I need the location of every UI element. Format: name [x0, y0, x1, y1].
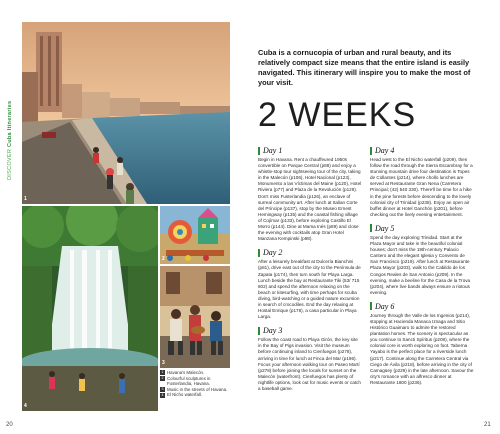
photo-fusterlandia: [160, 206, 230, 264]
side-tab-section: DISCOVER: [7, 148, 13, 180]
day-body: Spend the day exploring Trinidad. Start at the Plaza Mayor and take in the beautiful colonial houses; don't miss the 19th-century Palacio Cantero and the elegant Iglesia y Convento de San Francisco (p219). After lunch at Restaurante Plaza Mayor (p203), walk to the Cabildo de los Congos Reales de San Antonio (p209). In the evening, make a beeline for the Casa de la Trova (p204), where live bands always ensure a riotous evening.: [370, 234, 471, 295]
accent-bar: [370, 147, 372, 155]
caption-number: 4: [161, 392, 164, 397]
photo-captions: [160, 370, 232, 398]
accent-bar: [370, 224, 372, 232]
caption-number: 2: [161, 375, 164, 380]
day-body: Begin in Havana. Rent a chauffeured 1950s convertible on Parque Central (p88) and enjoy a whistle-stop tour sightseeing tour of the city, taking in the Malecón (p106), Hotel Nacional (p123), Monumento a las Víctimas del Maine (p120), Hotel Riviera (p77) and Plaza de la Revolución (p129). Don't miss Fusterlandia (p126), an enclave of surreal community art. After lunch at Italian Corte del Príncipe (p137), stop by the Museo Ernest Hemingway (p135) and the coastal fishing village of Cojímar (p133), before exploring Castillo El Morro (p144). Dine at Mama Inés (p89) and close the evening with cocktails atop Gran Hotel Manzana Kempinski (p98).: [258, 157, 362, 242]
day-heading-text: Day 4: [375, 146, 395, 155]
day-heading-text: Day 1: [263, 146, 283, 155]
day-section: [370, 146, 474, 218]
photo-number: 1: [24, 196, 27, 202]
day-heading-text: Day 5: [375, 223, 395, 233]
page-title: 2 WEEKS: [258, 96, 417, 134]
music-street-photo: [160, 266, 230, 368]
day-heading: [258, 146, 362, 155]
photo-waterfall: [22, 206, 158, 411]
itinerary-column-right: [370, 146, 474, 392]
day-heading: [370, 146, 474, 155]
day-section: [370, 302, 474, 386]
caption-number: 1: [161, 370, 164, 375]
photo-music: [160, 266, 230, 368]
caption-text: Music in the streets of Havana.: [167, 386, 228, 392]
day-heading: [258, 326, 362, 335]
side-tab-title: Cuba Itineraries: [7, 100, 13, 148]
side-tab-text: [4, 60, 16, 180]
itinerary-column-left: [258, 146, 362, 398]
intro-paragraph: Cuba is a cornucopia of urban and rural beauty, and its relatively compact size means that the entire island is easily navigated. This itinerary will inspire you to make the most of your visit.: [258, 48, 471, 87]
photo-number: 4: [24, 403, 27, 409]
page-number-left: 20: [6, 422, 13, 428]
day-heading-text: Day 2: [263, 248, 283, 258]
day-section: [258, 146, 362, 242]
day-section: [370, 224, 474, 296]
day-section: [258, 326, 362, 392]
photo-number: 3: [162, 360, 165, 366]
caption-text: Colourful sculptures in Fusterlandia, Havana.: [167, 375, 211, 387]
day-section: [258, 248, 362, 320]
page-number-right: 21: [484, 422, 491, 428]
caption-item: [160, 376, 232, 387]
day-body: After a leisurely breakfast at Dulcería Bianchini (p81), drive east out of the city to the Península de Zapata (p174), then turn south for Playa Larga. Lunch beside the bay at Restaurante Tiki (53/ 715 802) and spend the afternoon relaxing on the beach or kitesurfing, with time perhaps for scuba diving, bird-watching or a guided nature excursion in search of crocodiles. End the day relaxing at Hostal Enrique (p178), a casa particular in Playa Larga.: [258, 259, 361, 320]
day-heading: [258, 248, 362, 257]
havana-malecon-photo: [22, 22, 230, 204]
caption-item: [160, 392, 232, 398]
caption-number: 3: [161, 387, 164, 392]
day-body: Head west to the El Nicho waterfall (p209), then follow the road through the Sierra Escambray for a stunning mountain drive four destination is Topes de Collantes (p214), where chollo lunches are served at Restaurante Gran Nena (Carretera Principal; (42) 540 330). There'll be time for a hike in the pine forests before descending to the lovely colonial city of Trinidad (p238). Enjoy an open air buffet dinner at Hotel Ganchón (p201), before checking out the lively evening entertainment.: [370, 157, 473, 217]
day-heading: [370, 302, 474, 311]
fusterlandia-sculptures-photo: [160, 206, 230, 264]
day-body: Follow the coast road to Playa Girón, the key site in the Bay of Pigs invasion. Visit the museum before continuing inland to Cienfuegos (p278), arriving in time for lunch at Finca del Mar (p196). Focus your afternoon walking tour on Paseo Martí (p278) before joining the locals for sunset on the Malecón (waterfront). Cienfuegos has plenty of nightlife options, look out for music events or catch a baseball game.: [258, 337, 361, 391]
accent-bar: [258, 327, 260, 335]
photo-malecon: [22, 22, 230, 204]
caption-text: Havana's Malecón.: [167, 370, 205, 375]
day-heading: [370, 224, 474, 233]
caption-text: El Nicho waterfall.: [167, 392, 203, 398]
photo-number: 2: [162, 256, 165, 262]
day-body: Journey through the Valle de los Ingenios (p214), stopping at Hacienda Manaca Iznaga and Sitio Histórico Guaimaro to admire the restored plantation homes. The scenery is spectacular as you continue to Sancti Spíritus (p208), where the colonial core is worth exploring on foot. Taberna Yayabo is the perfect place for a riverside lunch (p217). Continue along the Carretera Central via Ciego de Ávila (p218), before arriving in the city of Camagüey (p229) in the late afternoon. Savour the city's romance with an alfresco dinner at Restaurante 1800 (p236).: [370, 312, 474, 385]
day-heading-text: Day 3: [263, 326, 283, 336]
accent-bar: [258, 249, 260, 257]
side-tab: [4, 60, 16, 180]
accent-bar: [370, 302, 372, 310]
day-heading-text: Day 6: [375, 301, 395, 311]
accent-bar: [258, 147, 260, 155]
el-nicho-waterfall-photo: [22, 206, 158, 411]
